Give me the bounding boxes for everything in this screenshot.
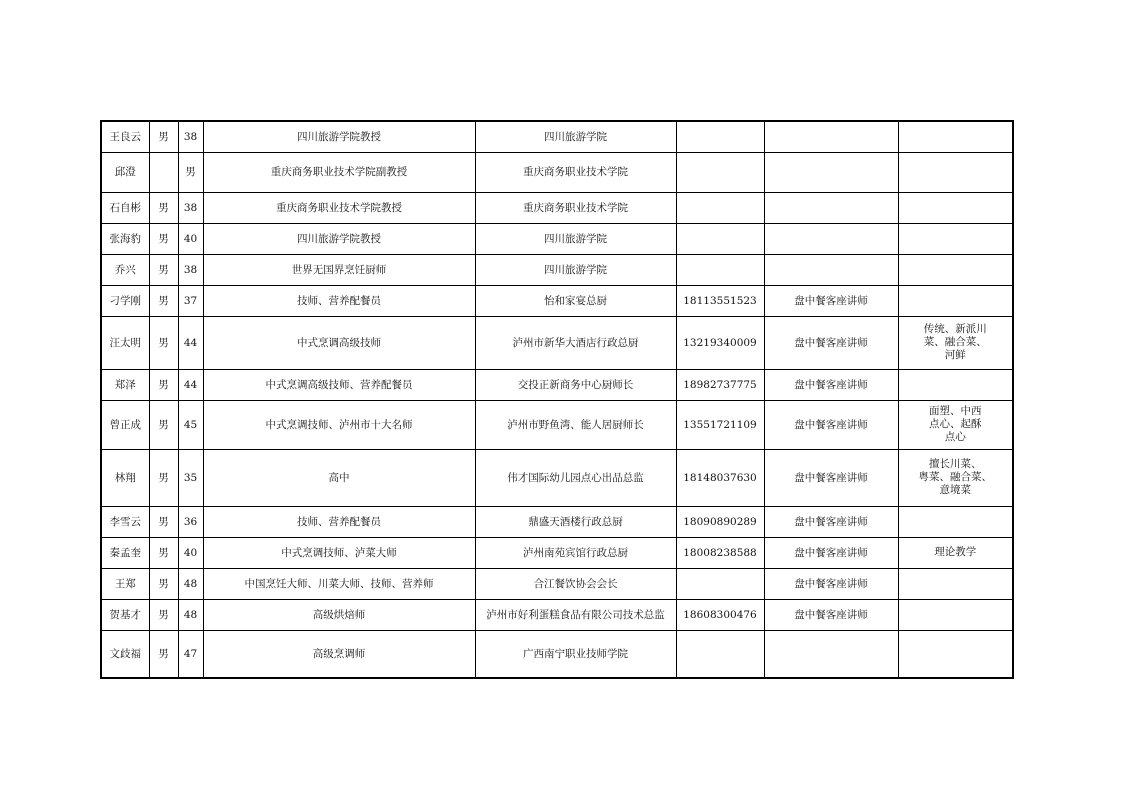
phone-cell: 18113551523 <box>676 285 764 316</box>
age-cell: 36 <box>178 506 203 537</box>
table-row <box>101 152 1013 192</box>
name-cell: 林翔 <box>101 449 149 506</box>
gender-cell: 男 <box>149 316 178 369</box>
gender-cell: 男 <box>149 449 178 506</box>
gender-cell: 男 <box>149 192 178 223</box>
name-cell: 汪太明 <box>101 316 149 369</box>
title-cell: 中式烹调高级技师 <box>203 316 475 369</box>
table-row <box>101 121 1013 152</box>
age-cell: 44 <box>178 316 203 369</box>
title-cell: 高级烹调师 <box>203 630 475 678</box>
table-row <box>101 369 1013 400</box>
role-cell: 盘中餐客座讲师 <box>764 285 898 316</box>
role-cell <box>764 121 898 152</box>
role-cell <box>764 630 898 678</box>
employer-cell: 四川旅游学院 <box>475 223 676 254</box>
note-cell: 面塑、中西 点心、起酥 点心 <box>898 400 1013 449</box>
age-cell: 47 <box>178 630 203 678</box>
note-cell: 理论教学 <box>898 537 1013 568</box>
table-row <box>101 192 1013 223</box>
table-row <box>101 223 1013 254</box>
gender-cell: 男 <box>149 400 178 449</box>
note-cell <box>898 506 1013 537</box>
role-cell: 盘中餐客座讲师 <box>764 449 898 506</box>
age-cell: 男 <box>178 152 203 192</box>
phone-cell: 18982737775 <box>676 369 764 400</box>
name-cell: 乔兴 <box>101 254 149 285</box>
age-cell: 35 <box>178 449 203 506</box>
table-row <box>101 506 1013 537</box>
phone-cell: 13219340009 <box>676 316 764 369</box>
employer-cell: 鼎盛天酒楼行政总厨 <box>475 506 676 537</box>
age-cell: 37 <box>178 285 203 316</box>
role-cell: 盘中餐客座讲师 <box>764 537 898 568</box>
gender-cell: 男 <box>149 537 178 568</box>
title-cell: 四川旅游学院教授 <box>203 121 475 152</box>
phone-cell <box>676 152 764 192</box>
role-cell: 盘中餐客座讲师 <box>764 316 898 369</box>
phone-cell <box>676 568 764 599</box>
employer-cell: 合江餐饮协会会长 <box>475 568 676 599</box>
employer-cell: 四川旅游学院 <box>475 254 676 285</box>
name-cell: 刁学刚 <box>101 285 149 316</box>
phone-cell: 18090890289 <box>676 506 764 537</box>
name-cell: 邱澄 <box>101 152 149 192</box>
role-cell: 盘中餐客座讲师 <box>764 506 898 537</box>
note-cell <box>898 599 1013 630</box>
name-cell: 张海豹 <box>101 223 149 254</box>
note-cell <box>898 568 1013 599</box>
note-cell: 擅长川菜、 粤菜、融合菜、 意境菜 <box>898 449 1013 506</box>
employer-cell: 重庆商务职业技术学院 <box>475 152 676 192</box>
gender-cell: 男 <box>149 254 178 285</box>
table-row <box>101 568 1013 599</box>
phone-cell: 18608300476 <box>676 599 764 630</box>
role-cell: 盘中餐客座讲师 <box>764 568 898 599</box>
phone-cell <box>676 630 764 678</box>
note-cell <box>898 369 1013 400</box>
gender-cell <box>149 152 178 192</box>
employer-cell: 广西南宁职业技师学院 <box>475 630 676 678</box>
age-cell: 44 <box>178 369 203 400</box>
table-row <box>101 254 1013 285</box>
age-cell: 38 <box>178 192 203 223</box>
age-cell: 40 <box>178 223 203 254</box>
employer-cell: 重庆商务职业技术学院 <box>475 192 676 223</box>
name-cell: 文歧福 <box>101 630 149 678</box>
employer-cell: 四川旅游学院 <box>475 121 676 152</box>
title-cell: 中式烹调技师、泸菜大师 <box>203 537 475 568</box>
table-row <box>101 449 1013 506</box>
role-cell: 盘中餐客座讲师 <box>764 400 898 449</box>
role-cell: 盘中餐客座讲师 <box>764 369 898 400</box>
title-cell: 中式烹调高级技师、营养配餐员 <box>203 369 475 400</box>
name-cell: 秦孟奎 <box>101 537 149 568</box>
title-cell: 重庆商务职业技术学院教授 <box>203 192 475 223</box>
name-cell: 贺基才 <box>101 599 149 630</box>
name-cell: 王良云 <box>101 121 149 152</box>
lecturer-roster-table <box>100 120 1014 679</box>
role-cell: 盘中餐客座讲师 <box>764 599 898 630</box>
name-cell: 王郑 <box>101 568 149 599</box>
age-cell: 38 <box>178 121 203 152</box>
role-cell <box>764 152 898 192</box>
phone-cell <box>676 254 764 285</box>
note-cell <box>898 223 1013 254</box>
note-cell <box>898 254 1013 285</box>
note-cell <box>898 285 1013 316</box>
age-cell: 48 <box>178 599 203 630</box>
role-cell <box>764 254 898 285</box>
table-row <box>101 537 1013 568</box>
note-cell <box>898 192 1013 223</box>
role-cell <box>764 223 898 254</box>
phone-cell <box>676 223 764 254</box>
name-cell: 石自彬 <box>101 192 149 223</box>
age-cell: 45 <box>178 400 203 449</box>
name-cell: 郑泽 <box>101 369 149 400</box>
employer-cell: 泸州南苑宾馆行政总厨 <box>475 537 676 568</box>
phone-cell: 18148037630 <box>676 449 764 506</box>
table-row <box>101 400 1013 449</box>
title-cell: 重庆商务职业技术学院副教授 <box>203 152 475 192</box>
employer-cell: 泸州市新华大酒店行政总厨 <box>475 316 676 369</box>
employer-cell: 怡和家宴总厨 <box>475 285 676 316</box>
title-cell: 中国烹饪大师、川菜大师、技师、营养师 <box>203 568 475 599</box>
note-cell <box>898 152 1013 192</box>
name-cell: 李雪云 <box>101 506 149 537</box>
employer-cell: 泸州市好利蛋糕食品有限公司技术总监 <box>475 599 676 630</box>
gender-cell: 男 <box>149 121 178 152</box>
note-cell <box>898 630 1013 678</box>
title-cell: 四川旅游学院教授 <box>203 223 475 254</box>
employer-cell: 伟才国际幼儿园点心出品总监 <box>475 449 676 506</box>
employer-cell: 泸州市野鱼湾、能人居厨师长 <box>475 400 676 449</box>
title-cell: 中式烹调技师、泸州市十大名师 <box>203 400 475 449</box>
title-cell: 高中 <box>203 449 475 506</box>
role-cell <box>764 192 898 223</box>
phone-cell <box>676 192 764 223</box>
title-cell: 高级烘焙师 <box>203 599 475 630</box>
name-cell: 曾正成 <box>101 400 149 449</box>
gender-cell: 男 <box>149 599 178 630</box>
gender-cell: 男 <box>149 285 178 316</box>
gender-cell: 男 <box>149 506 178 537</box>
gender-cell: 男 <box>149 369 178 400</box>
gender-cell: 男 <box>149 630 178 678</box>
note-cell <box>898 121 1013 152</box>
note-cell: 传统、新派川 菜、融合菜、 河鲜 <box>898 316 1013 369</box>
gender-cell: 男 <box>149 568 178 599</box>
title-cell: 技师、营养配餐员 <box>203 506 475 537</box>
table-row <box>101 630 1013 678</box>
employer-cell: 交投正新商务中心厨师长 <box>475 369 676 400</box>
table-row <box>101 316 1013 369</box>
title-cell: 技师、营养配餐员 <box>203 285 475 316</box>
age-cell: 40 <box>178 537 203 568</box>
phone-cell <box>676 121 764 152</box>
age-cell: 38 <box>178 254 203 285</box>
age-cell: 48 <box>178 568 203 599</box>
gender-cell: 男 <box>149 223 178 254</box>
title-cell: 世界无国界烹饪厨师 <box>203 254 475 285</box>
phone-cell: 13551721109 <box>676 400 764 449</box>
table-row <box>101 599 1013 630</box>
table-row <box>101 285 1013 316</box>
phone-cell: 18008238588 <box>676 537 764 568</box>
